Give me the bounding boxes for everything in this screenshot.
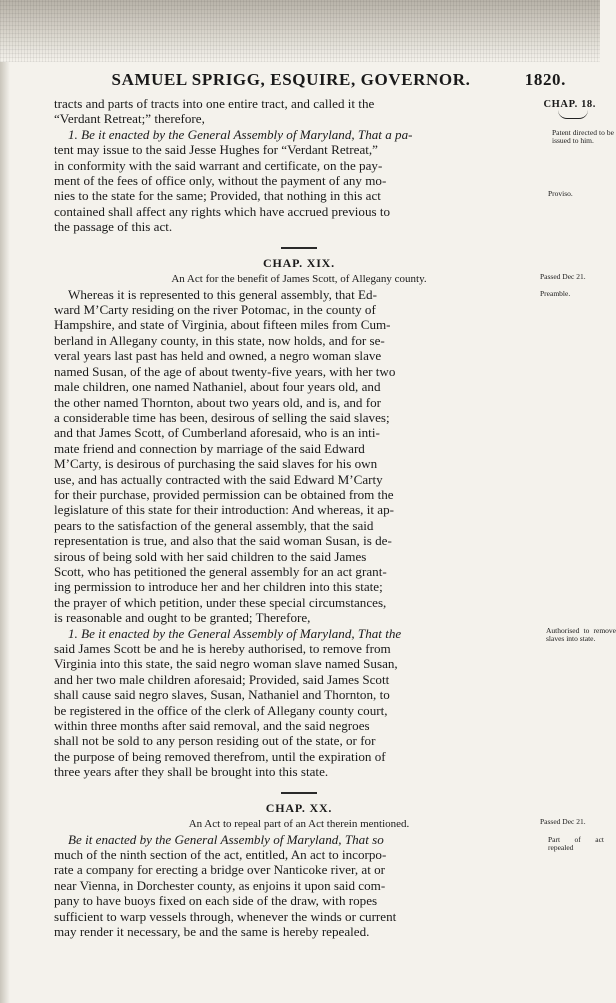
chap18-line: nies to the state for the same; Provided, that nothing in this act [54,188,381,204]
chap18-section [54,96,614,235]
chap19-line: and that James Scott, of Cumberland aforesaid, who is an inti- [54,425,380,441]
chap19-heading: CHAP. XIX. [263,255,335,270]
header-title: SAMUEL SPRIGG, ESQUIRE, GOVERNOR. [111,70,471,89]
chap19-line: for their purchase, provided permission can be obtained from the [54,486,394,502]
header-year: 1820. [524,70,566,89]
chap18-line: the passage of this act. [54,219,173,235]
chap19-line: representation is true, and also that the said woman Susan, is de- [54,533,392,549]
chap19-line: shall cause said negro slaves, Susan, Nathaniel and Thornton, to [54,687,390,703]
chap19-line: be registered in the office of the clerk of Allegany county court, [54,702,388,718]
chap20-line: pany to have buoys fixed on each side of the draw, with ropes [54,893,378,909]
chap19-line: M’Carty, is desirous of purchasing the said slaves for his own [54,456,378,472]
chap19-line: named Susan, of the age of about twenty-five years, with her two [54,363,396,379]
chap18-line: 1. Be it enacted by the General Assembly of Maryland, That a pa- [68,126,413,142]
chap19-line: and her two male children aforesaid; Provided, said James Scott [54,671,390,687]
chap18-line: tracts and parts of tracts into one entire tract, and called it the [54,96,375,111]
chap19-line: Hampshire, and state of Virginia, about fifteen miles from Cum- [54,317,391,333]
chap20-line: Be it enacted by the General Assembly of Maryland, That so [68,831,384,847]
chap20-act-title: An Act to repeal part of an Act therein mentioned. [188,817,410,830]
chap18-line: in conformity with the said warrant and certificate, on the pay- [54,157,383,173]
chap20-line: sufficient to warp vessels through, whenever the winds or current [54,908,397,924]
chap19-line: the purpose of being removed therefrom, until the expiration of [54,748,386,764]
chap19-line: male children, one named Nathaniel, about four years old, and [54,379,381,395]
chap19-line: a considerable time has been, desirous of selling the said slaves; [54,409,390,425]
chap20-line: may render it necessary, be and the same is hereby repealed. [54,924,370,940]
chap18-line: contained shall affect any rights which have accrued previous to [54,203,391,219]
margin-patent-directed: Patent directed to be issued to him. [552,128,614,145]
scan-left-edge [0,62,10,1003]
margin-proviso: Proviso. [548,189,573,198]
chap19-line: within three months after said removal, and the said negroes [54,718,370,734]
chap19-line: Virginia into this state, the said negro woman slave named Susan, [54,656,398,672]
chap19-line: the prayer of which petition, under these special circumstances, [54,594,387,610]
chap19-line: Scott, who has petitioned the general assembly for an act grant- [54,563,387,579]
running-header [54,70,566,96]
chap19-line: ward M’Carty residing on the river Potomac, in the county of [54,302,376,318]
section-divider [281,792,317,794]
chap19-line: said James Scott be and he is hereby authorised, to remove from [54,641,391,656]
chap19-line: sirous of being sold with her said children to the said James [54,548,367,564]
scan-top-edge [0,0,600,62]
chap19-line: veral years last past has held and owned, a negro woman slave [54,348,382,364]
chap19-line: legislature of this state for their introduction: And whereas, it ap- [54,502,394,518]
chap19-line: berland in Allegany county, in this state, now holds, and for se- [54,332,385,348]
document-page [54,70,616,940]
chap19-line: 1. Be it enacted by the General Assembly of Maryland, That the [68,625,402,641]
margin-authorised: Authorised to remove slaves into state. [546,625,616,643]
chap18-line: ment of the fees of office only, without the payment of any mo- [54,173,387,189]
chap20-line: near Vienna, in Dorchester county, as enjoins it upon said com- [54,877,386,893]
chap19-line: pears to the satisfaction of the general assembly, that the said [54,517,374,533]
chap19-line: shall not be sold to any person residing out of the state, or for [54,733,376,749]
margin-preamble: Preamble. [540,288,571,298]
chap20-line: rate a company for erecting a bridge over Nanticoke river, at or [54,862,386,878]
chap20-line: much of the ninth section of the act, entitled, An act to incorpo- [54,847,387,863]
chap18-ref: CHAP. 18. [543,99,596,110]
chap19-line: the other named Thornton, about two years old, and is, and for [54,394,382,410]
margin-part-repealed: Part of act repealed [548,834,604,852]
chap19-line: mate friend and connection by marriage of the said Edward [54,440,365,456]
chap19-line: ing permission to introduce her and her children into this state; [54,579,383,595]
margin-passed-dec21: Passed Dec 21. [540,271,586,281]
chap18-brace [558,110,588,119]
chap19-line: is reasonable and ought to be granted; Therefore, [54,610,311,626]
section-divider [281,247,317,249]
chap19-line: use, and has actually contracted with the said Edward M’Carty [54,471,383,487]
chap19-act-title: An Act for the benefit of James Scott, of Allegany county. [171,272,427,285]
chap18-line: tent may issue to the said Jesse Hughes for “Verdant Retreat,” [54,142,378,158]
chap19-line: three years after they shall be brought into this state. [54,764,329,780]
margin-passed-dec21: Passed Dec 21. [540,816,586,826]
chap19-line: Whereas it is represented to this general assembly, that Ed- [68,286,377,302]
chap18-line: “Verdant Retreat;” therefore, [54,111,205,127]
chap20-heading: CHAP. XX. [265,800,333,815]
